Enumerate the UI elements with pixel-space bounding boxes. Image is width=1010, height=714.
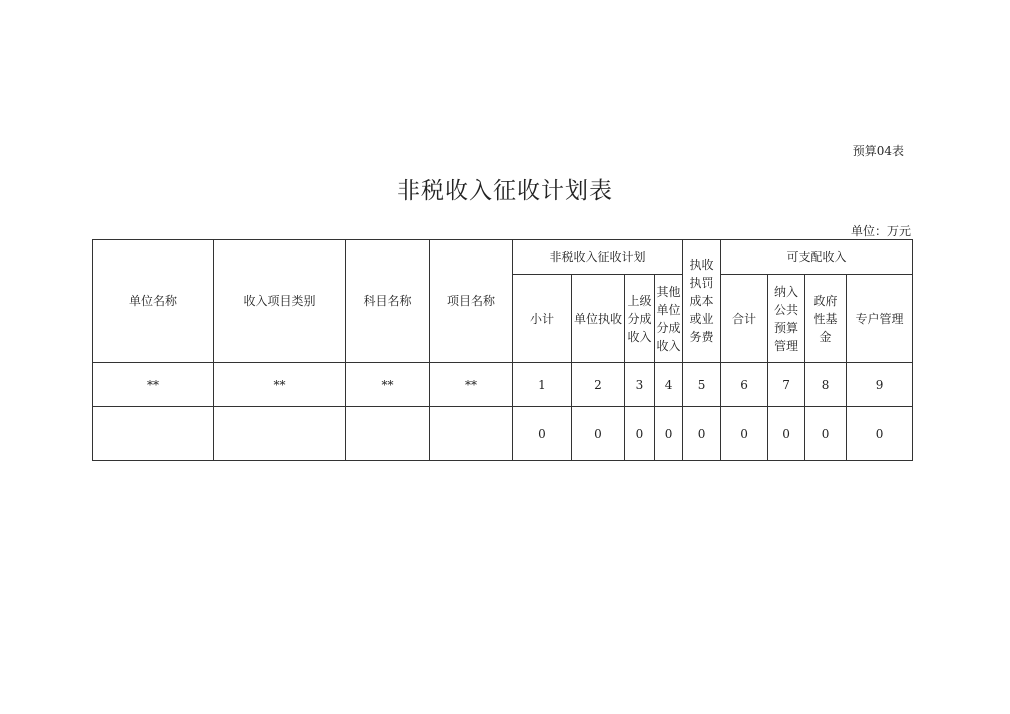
header-gov-fund: 政府 性基 金 (805, 275, 847, 363)
header-unit-enforce: 单位执收 (572, 275, 625, 363)
unit-label: 单位：万元 (850, 224, 911, 238)
table-cell (430, 407, 513, 461)
table-cell: 6 (721, 363, 768, 407)
table-cell: 9 (847, 363, 913, 407)
header-unit-name: 单位名称 (93, 240, 214, 363)
table-cell: 0 (625, 407, 655, 461)
data-row (93, 407, 913, 461)
header-other-share: 其他 单位 分成 收入 (655, 275, 683, 363)
table-cell: 0 (805, 407, 847, 461)
table-cell: 0 (572, 407, 625, 461)
table-cell (93, 407, 214, 461)
table-cell: 0 (683, 407, 721, 461)
header-upper-share: 上级 分成 收入 (625, 275, 655, 363)
table-cell: ** (93, 363, 214, 407)
header-special-account: 专户管理 (847, 275, 913, 363)
table-cell: ** (430, 363, 513, 407)
header-project-name: 项目名称 (430, 240, 513, 363)
table-cell: 7 (768, 363, 805, 407)
index-row (93, 363, 913, 407)
table-cell: 5 (683, 363, 721, 407)
table-cell (346, 407, 430, 461)
header-penalty-cost: 执收 执罚 成本 或业 务费 (683, 240, 721, 363)
table-cell (214, 407, 346, 461)
page-title: 非税收入征收计划表 (397, 178, 613, 204)
table-cell: 0 (847, 407, 913, 461)
table-cell: 0 (513, 407, 572, 461)
table-cell: 2 (572, 363, 625, 407)
table-cell: 0 (768, 407, 805, 461)
table-cell: 0 (655, 407, 683, 461)
table-cell: ** (346, 363, 430, 407)
table-cell: 3 (625, 363, 655, 407)
plan-table (92, 239, 913, 461)
header-row-1 (93, 240, 913, 275)
header-total: 合计 (721, 275, 768, 363)
header-public-budget: 纳入 公共 预算 管理 (768, 275, 805, 363)
header-disposable-group: 可支配收入 (721, 240, 913, 275)
table-cell: 0 (721, 407, 768, 461)
header-income-category: 收入项目类别 (214, 240, 346, 363)
form-code: 预算04表 (852, 144, 904, 158)
table-cell: 8 (805, 363, 847, 407)
table-cell: ** (214, 363, 346, 407)
table-cell: 4 (655, 363, 683, 407)
table-cell: 1 (513, 363, 572, 407)
header-plan-group: 非税收入征收计划 (513, 240, 683, 275)
header-subject-name: 科目名称 (346, 240, 430, 363)
header-subtotal: 小计 (513, 275, 572, 363)
